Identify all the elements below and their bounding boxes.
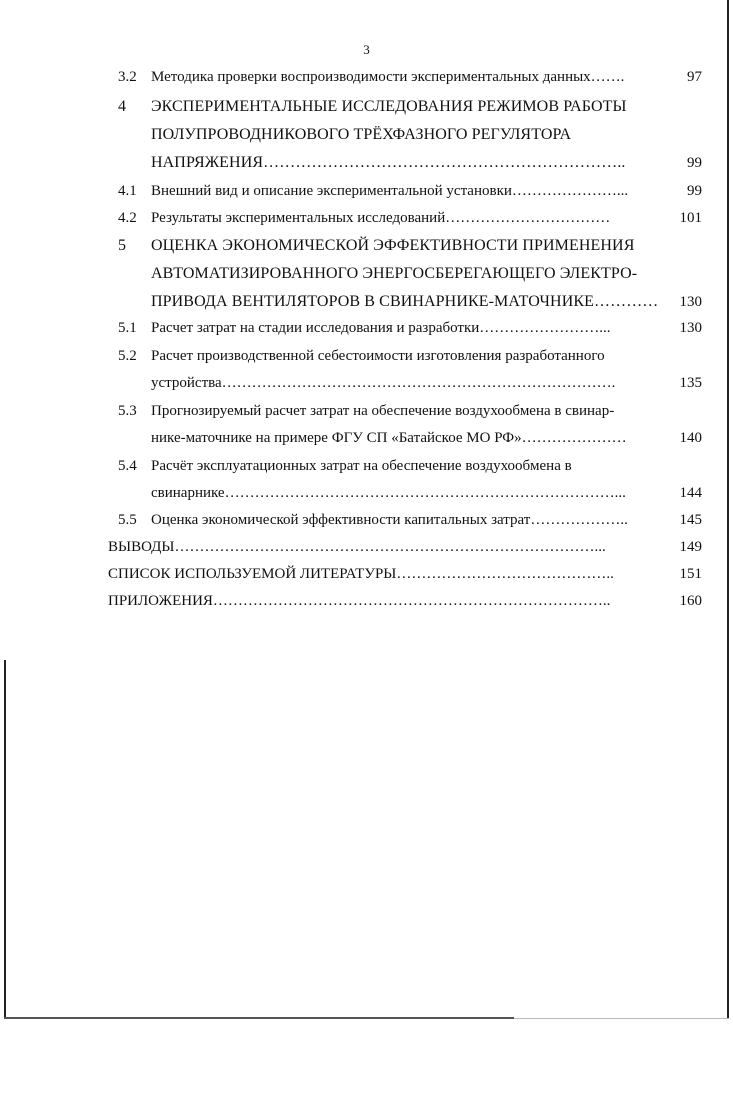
- toc-entry-title-line[interactable]: ПРИВОДА ВЕНТИЛЯТОРОВ В СВИНАРНИКЕ-МАТОЧНИКЕ…………: [151, 293, 659, 310]
- toc-entry-page: 140: [679, 430, 702, 446]
- toc-entry-number: 5.1: [118, 320, 137, 336]
- toc-entry-number: 4.2: [118, 210, 137, 226]
- toc-entry-page: 101: [679, 210, 702, 226]
- toc-entry-number: 5.4: [118, 458, 137, 474]
- page-border-bottom-faint: [514, 1018, 729, 1019]
- toc-entry-title-line[interactable]: ЭКСПЕРИМЕНТАЛЬНЫЕ ИССЛЕДОВАНИЯ РЕЖИМОВ РАБОТЫ: [151, 98, 627, 115]
- toc-entry-number: 5: [118, 237, 127, 254]
- toc-entry-title-line[interactable]: Расчёт эксплуатационных затрат на обеспечение воздухообмена в: [151, 458, 572, 474]
- toc-entry-title-line[interactable]: АВТОМАТИЗИРОВАННОГО ЭНЕРГОСБЕРЕГАЮЩЕГО ЭЛЕКТРО-: [151, 265, 638, 282]
- toc-entry-title[interactable]: ВЫВОДЫ…………………………………………………………………………...: [108, 539, 606, 555]
- toc-entry-title-line[interactable]: ОЦЕНКА ЭКОНОМИЧЕСКОЙ ЭФФЕКТИВНОСТИ ПРИМЕНЕНИЯ: [151, 237, 635, 254]
- page-border-right: [727, 0, 729, 1018]
- toc-entry-title-line[interactable]: НАПРЯЖЕНИЯ…………………………………………………………..: [151, 154, 626, 171]
- toc-entry-page: 149: [679, 539, 702, 555]
- toc-entry-title-line[interactable]: ПОЛУПРОВОДНИКОВОГО ТРЁХФАЗНОГО РЕГУЛЯТОРА: [151, 126, 572, 143]
- toc-entry-number: 4: [118, 98, 127, 115]
- toc-entry-number: 5.5: [118, 512, 137, 528]
- toc-entry-title[interactable]: ПРИЛОЖЕНИЯ……………………………………………………………………..: [108, 593, 611, 609]
- toc-entry-page: 144: [679, 485, 702, 501]
- toc-entry-page: 160: [679, 593, 702, 609]
- toc-entry-title[interactable]: Оценка экономической эффективности капитальных затрат………………..: [151, 512, 628, 528]
- toc-entry-page: 130: [679, 320, 702, 336]
- toc-entry-number: 3.2: [118, 69, 137, 85]
- toc-entry-page: 97: [687, 69, 702, 85]
- toc-entry-number: 5.2: [118, 348, 137, 364]
- toc-entry-title-line[interactable]: нике-маточнике на примере ФГУ СП «Батайское МО РФ»…………………: [151, 430, 627, 446]
- toc-entry-page: 135: [679, 375, 702, 391]
- toc-entry-title-line[interactable]: свинарнике……………………………………………………………………...: [151, 485, 626, 501]
- toc-entry-page: 130: [679, 294, 702, 310]
- page-number: 3: [363, 42, 370, 57]
- toc-entry-number: 5.3: [118, 403, 137, 419]
- toc-entry-title[interactable]: Расчет затрат на стадии исследования и разработки……………………...: [151, 320, 611, 336]
- toc-entry-title[interactable]: Методика проверки воспроизводимости экспериментальных данных…….: [151, 69, 625, 85]
- toc-entry-title-line[interactable]: устройства…………………………………………………………………….: [151, 375, 616, 391]
- toc-entry-title[interactable]: Результаты экспериментальных исследований……………………………: [151, 210, 611, 226]
- toc-entry-number: 4.1: [118, 183, 137, 199]
- toc-entry-title[interactable]: Внешний вид и описание экспериментальной установки…………………...: [151, 183, 629, 199]
- toc-entry-page: 151: [679, 566, 702, 582]
- page-border-bottom: [4, 1017, 514, 1019]
- toc-entry-title-line[interactable]: Расчет производственной себестоимости изготовления разработанного: [151, 348, 605, 364]
- toc-entry-title-line[interactable]: Прогнозируемый расчет затрат на обеспечение воздухообмена в свинар-: [151, 403, 615, 419]
- toc-entry-page: 145: [679, 512, 702, 528]
- toc-entry-title[interactable]: СПИСОК ИСПОЛЬЗУЕМОЙ ЛИТЕРАТУРЫ……………………………………..: [108, 566, 614, 582]
- toc-entry-page: 99: [687, 155, 702, 171]
- toc-entry-page: 99: [687, 183, 702, 199]
- page-border-left: [4, 660, 6, 1018]
